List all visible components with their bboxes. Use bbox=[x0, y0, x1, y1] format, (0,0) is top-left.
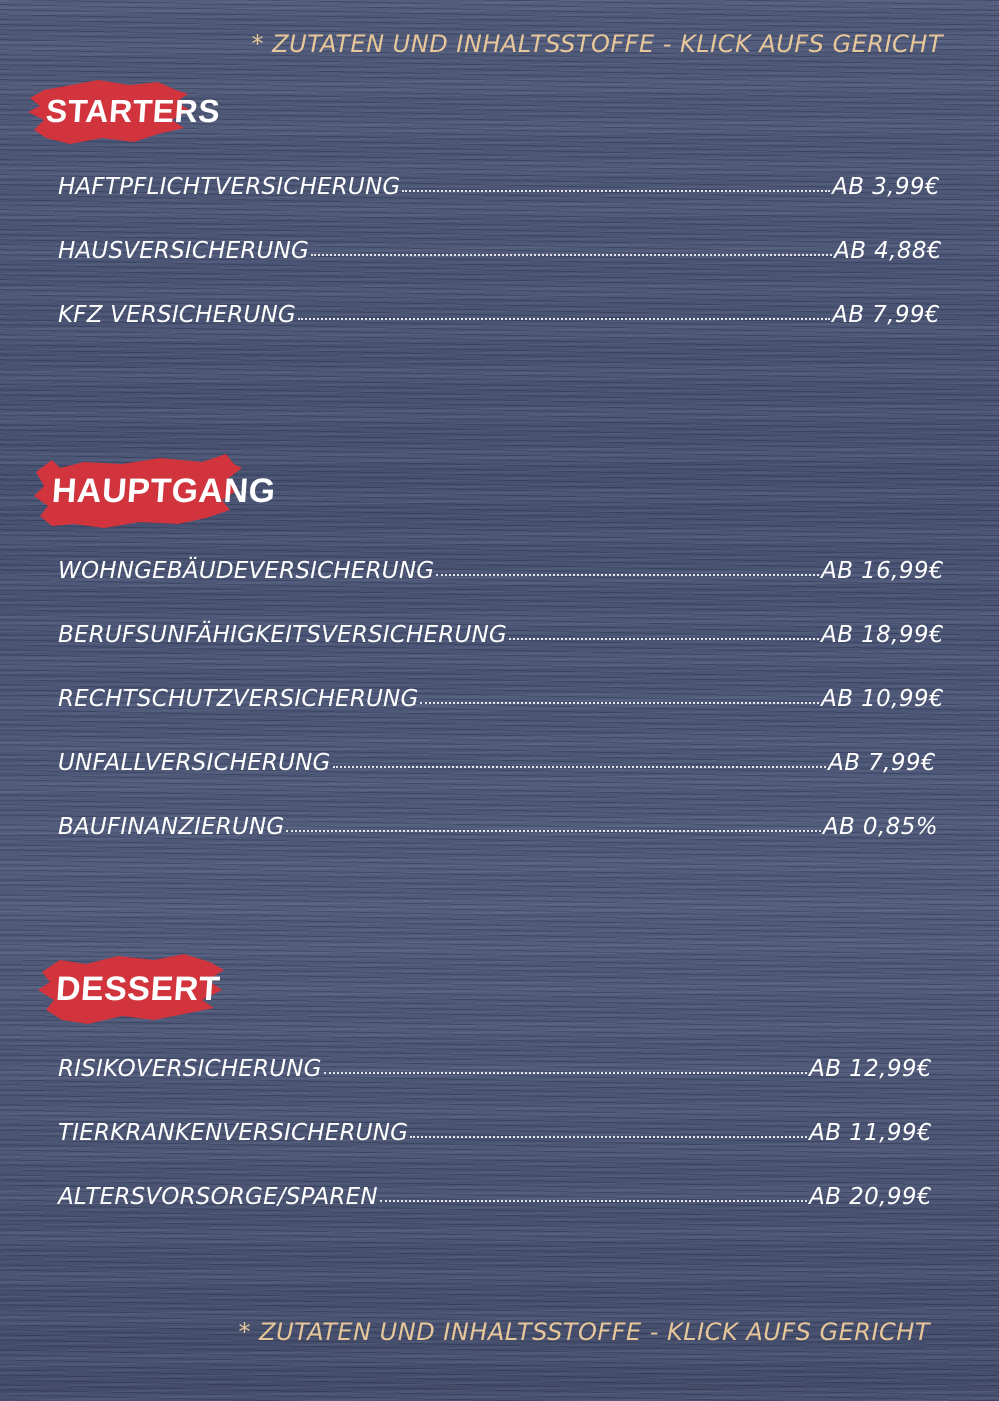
menu-item-price: AB 12,99€ bbox=[809, 1056, 932, 1082]
section-title-starters: STARTERS bbox=[44, 92, 222, 129]
menu-item-price: AB 10,99€ bbox=[821, 686, 944, 712]
menu-item-name: RECHTSCHUTZVERSICHERUNG bbox=[58, 686, 419, 712]
menu-item-price: AB 3,99€ bbox=[832, 174, 940, 200]
menu-item[interactable] bbox=[58, 294, 940, 328]
menu-item-name: KFZ VERSICHERUNG bbox=[58, 302, 296, 328]
menu-item[interactable] bbox=[58, 550, 944, 584]
menu-item-price: AB 11,99€ bbox=[809, 1120, 932, 1146]
menu-item-price: AB 18,99€ bbox=[821, 622, 944, 648]
asterisk: * bbox=[251, 30, 264, 58]
menu-item[interactable] bbox=[58, 230, 942, 264]
dot-leader bbox=[298, 318, 830, 320]
menu-item[interactable] bbox=[58, 614, 944, 648]
menu-item[interactable] bbox=[58, 806, 938, 840]
menu-item-price: AB 0,85% bbox=[822, 814, 938, 840]
menu-item-price: AB 7,99€ bbox=[828, 750, 936, 776]
menu-item[interactable] bbox=[58, 1048, 932, 1082]
menu-item-name: HAFTPFLICHTVERSICHERUNG bbox=[58, 174, 401, 200]
menu-item-name: RISIKOVERSICHERUNG bbox=[58, 1056, 322, 1082]
menu-item-price: AB 4,88€ bbox=[834, 238, 942, 264]
menu-item-price: AB 16,99€ bbox=[821, 558, 944, 584]
ingredients-note-bottom[interactable] bbox=[238, 1318, 930, 1346]
menu-item-name: TIERKRANKENVERSICHERUNG bbox=[58, 1120, 409, 1146]
menu-item-price: AB 20,99€ bbox=[809, 1184, 932, 1210]
menu-item-name: BAUFINANZIERUNG bbox=[58, 814, 285, 840]
menu-item-name: UNFALLVERSICHERUNG bbox=[58, 750, 331, 776]
dot-leader bbox=[410, 1136, 807, 1138]
ingredients-note-top[interactable] bbox=[251, 30, 943, 58]
section-badge-hauptgang bbox=[30, 452, 277, 530]
ingredients-note-text: ZUTATEN UND INHALTSSTOFFE - KLICK AUFS GERICHT bbox=[272, 30, 943, 58]
menu-item[interactable] bbox=[58, 1176, 932, 1210]
dot-leader bbox=[324, 1072, 807, 1074]
dot-leader bbox=[311, 254, 832, 256]
section-badge-dessert bbox=[34, 950, 228, 1028]
dot-leader bbox=[380, 1200, 807, 1202]
asterisk: * bbox=[238, 1318, 251, 1346]
menu-item-name: WOHNGEBÄUDEVERSICHERUNG bbox=[58, 558, 435, 584]
menu-item[interactable] bbox=[58, 742, 936, 776]
menu-item-name: ALTERSVORSORGE/SPAREN bbox=[58, 1184, 378, 1210]
dot-leader bbox=[436, 574, 819, 576]
section-title-hauptgang: HAUPTGANG bbox=[50, 471, 277, 510]
menu-item-name: BERUFSUNFÄHIGKEITSVERSICHERUNG bbox=[58, 622, 507, 648]
menu-item-price: AB 7,99€ bbox=[832, 302, 940, 328]
menu-item[interactable] bbox=[58, 1112, 932, 1146]
section-title-dessert: DESSERT bbox=[54, 969, 222, 1008]
menu-item[interactable] bbox=[58, 166, 940, 200]
section-badge-starters bbox=[26, 76, 222, 146]
dot-leader bbox=[420, 702, 819, 704]
dot-leader bbox=[402, 190, 830, 192]
dot-leader bbox=[509, 638, 819, 640]
menu-item-name: HAUSVERSICHERUNG bbox=[58, 238, 310, 264]
ingredients-note-text: ZUTATEN UND INHALTSSTOFFE - KLICK AUFS GERICHT bbox=[259, 1318, 930, 1346]
menu-item[interactable] bbox=[58, 678, 944, 712]
dot-leader bbox=[333, 766, 827, 768]
dot-leader bbox=[286, 830, 820, 832]
